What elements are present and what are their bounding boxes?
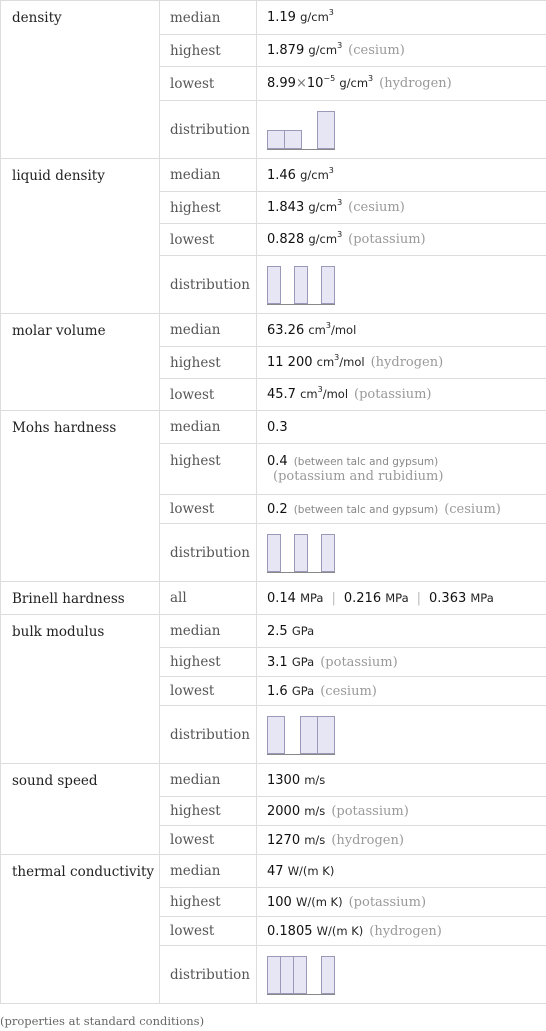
value-cell: 0.4 (between talc and gypsum) (potassium and rubidium)	[257, 444, 546, 495]
row-label: median	[160, 855, 257, 888]
distribution-cell	[257, 706, 546, 764]
histogram-bar	[321, 956, 335, 994]
histogram-bar	[317, 716, 335, 754]
property-name: Mohs hardness	[1, 411, 160, 582]
row-label: median	[160, 615, 257, 648]
histogram-bar	[267, 266, 281, 304]
value-cell: $8.99\times 10^{-5}$ $g/cm^3$ (hydrogen)	[257, 67, 546, 101]
value-cell: 1.843 $g/cm^3$ (cesium)	[257, 192, 546, 224]
value-cell: 2.5 GPa	[257, 615, 546, 648]
value-cell: 1270 m/s (hydrogen)	[257, 826, 546, 855]
row-label: highest	[160, 888, 257, 917]
row-label: lowest	[160, 495, 257, 524]
row-label: lowest	[160, 379, 257, 411]
property-name: sound speed	[1, 764, 160, 855]
property-name: liquid density	[1, 159, 160, 314]
value-cell: 3.1 GPa (potassium)	[257, 648, 546, 677]
row-label: lowest	[160, 826, 257, 855]
property-name: thermal conductivity	[1, 855, 160, 1004]
value-cell: 100 W/(m K) (potassium)	[257, 888, 546, 917]
footer-note: (properties at standard conditions)	[0, 1014, 205, 1028]
row-label: distribution	[160, 524, 257, 582]
row-label: distribution	[160, 706, 257, 764]
row-label: highest	[160, 648, 257, 677]
distribution-cell	[257, 101, 546, 159]
property-name: molar volume	[1, 314, 160, 411]
row-label: highest	[160, 192, 257, 224]
value-cell: 1.46 $g/cm^3$	[257, 159, 546, 192]
row-label: median	[160, 159, 257, 192]
value-cell: 0.828 $g/cm^3$ (potassium)	[257, 224, 546, 256]
row-label: highest	[160, 797, 257, 826]
property-name: bulk modulus	[1, 615, 160, 764]
histogram-bar	[280, 956, 294, 994]
distribution-histogram	[267, 265, 347, 305]
value-cell: 1.19 $g/cm^3$	[257, 1, 546, 35]
histogram-axis	[267, 754, 335, 755]
histogram-bar	[267, 956, 281, 994]
value-cell: 0.2 (between talc and gypsum) (cesium)	[257, 495, 546, 524]
value-cell: 47 W/(m K)	[257, 855, 546, 888]
histogram-axis	[267, 572, 335, 573]
value-cell: 0.1805 W/(m K) (hydrogen)	[257, 917, 546, 946]
value-cell: 1300 m/s	[257, 764, 546, 797]
row-label: all	[160, 582, 257, 615]
histogram-bar	[321, 534, 335, 572]
distribution-cell	[257, 256, 546, 314]
distribution-cell	[257, 524, 546, 582]
value-cell: 0.3	[257, 411, 546, 444]
row-label: distribution	[160, 946, 257, 1004]
row-label: highest	[160, 35, 257, 67]
row-label: highest	[160, 444, 257, 495]
histogram-axis	[267, 304, 335, 305]
row-label: median	[160, 1, 257, 35]
histogram-bar	[293, 956, 307, 994]
row-label: lowest	[160, 677, 257, 706]
value-cell: 1.6 GPa (cesium)	[257, 677, 546, 706]
histogram-bar	[294, 266, 308, 304]
row-label: lowest	[160, 224, 257, 256]
row-label: median	[160, 314, 257, 347]
histogram-axis	[267, 994, 335, 995]
histogram-bar	[267, 716, 285, 754]
histogram-bar	[300, 716, 318, 754]
row-label: highest	[160, 347, 257, 379]
distribution-histogram	[267, 955, 347, 995]
value-cell: 11 200 $cm^3$/mol (hydrogen)	[257, 347, 546, 379]
property-name: Brinell hardness	[1, 582, 160, 615]
value-cell: 2000 m/s (potassium)	[257, 797, 546, 826]
histogram-axis	[267, 149, 335, 150]
row-label: median	[160, 411, 257, 444]
row-label: distribution	[160, 256, 257, 314]
row-label: median	[160, 764, 257, 797]
row-label: lowest	[160, 917, 257, 946]
histogram-bar	[267, 130, 285, 149]
distribution-histogram	[267, 533, 347, 573]
value-cell: 1.879 $g/cm^3$ (cesium)	[257, 35, 546, 67]
row-label: lowest	[160, 67, 257, 101]
value-cell: 45.7 $cm^3$/mol (potassium)	[257, 379, 546, 411]
histogram-bar	[317, 111, 335, 149]
histogram-bar	[294, 534, 308, 572]
value-cell: 0.14 MPa | 0.216 MPa | 0.363 MPa	[257, 582, 546, 615]
row-label: distribution	[160, 101, 257, 159]
distribution-cell	[257, 946, 546, 1004]
distribution-histogram	[267, 715, 347, 755]
property-name: density	[1, 1, 160, 159]
histogram-bar	[284, 130, 302, 149]
value-cell: 63.26 $cm^3$/mol	[257, 314, 546, 347]
histogram-bar	[321, 266, 335, 304]
distribution-histogram	[267, 110, 347, 150]
histogram-bar	[267, 534, 281, 572]
